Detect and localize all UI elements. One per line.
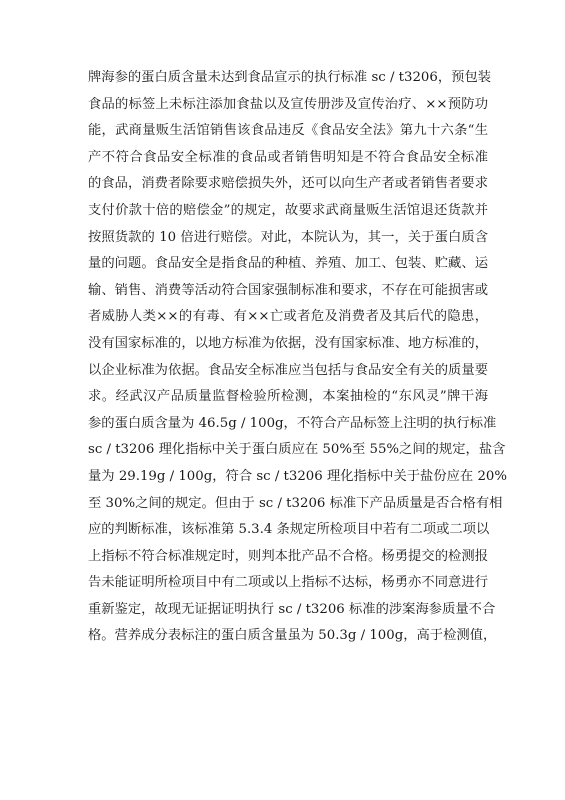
text-line: 求。经武汉产品质量监督检验所检测，本案抽检的“东风灵”牌干海 bbox=[88, 389, 488, 405]
text-line: 重新鉴定，故现无证据证明执行 sc / t3206 标准的涉案海参质量不合 bbox=[88, 601, 496, 617]
text-line: 量的问题。食品安全是指食品的种植、养殖、加工、包装、贮藏、运 bbox=[88, 256, 488, 272]
text-line: 上指标不符合标准规定时，则判本批产品不合格。杨勇提交的检测报 bbox=[88, 548, 488, 564]
text-line: 至 30%之间的规定。但由于 sc / t3206 标准下产品质量是否合格有相 bbox=[88, 495, 503, 511]
text-line: 食品的标签上未标注添加食盐以及宣传册涉及宣传治疗、××预防功 bbox=[88, 96, 488, 112]
text-line: 按照货款的 10 倍进行赔偿。对此，本院认为，其一，关于蛋白质含 bbox=[88, 229, 488, 245]
text-line: 支付价款十倍的赔偿金”的规定，故要求武商量贩生活馆退还货款并 bbox=[88, 202, 488, 218]
text-line: sc / t3206 理化指标中关于蛋白质应在 50%至 55%之间的规定，盐含 bbox=[88, 442, 506, 458]
text-line: 应的判断标准，该标准第 5.3.4 条规定所检项目中若有二项或二项以 bbox=[88, 522, 490, 538]
text-line: 者威胁人类××的有毒、有××亡或者危及消费者及其后代的隐患， bbox=[88, 309, 488, 325]
body-text bbox=[88, 65, 508, 650]
text-line: 参的蛋白质含量为 46.5g / 100g，不符合产品标签上注明的执行标准 bbox=[88, 415, 497, 431]
text-line: 量为 29.19g / 100g，符合 sc / t3206 理化指标中关于盐份应在 20% bbox=[88, 468, 508, 484]
text-line: 的食品，消费者除要求赔偿损失外，还可以向生产者或者销售者要求 bbox=[88, 176, 488, 192]
text-line: 以企业标准为依据。食品安全标准应当包括与食品安全有关的质量要 bbox=[88, 362, 488, 378]
text-line: 格。营养成分表标注的蛋白质含量虽为 50.3g / 100g，高于检测值， bbox=[88, 628, 497, 644]
text-line: 能，武商量贩生活馆销售该食品违反《食品安全法》第九十六条“生 bbox=[88, 123, 488, 139]
text-line: 没有国家标准的，以地方标准为依据，没有国家标准、地方标准的， bbox=[88, 335, 488, 351]
text-line: 告未能证明所检项目中有二项或以上指标不达标，杨勇亦不同意进行 bbox=[88, 575, 488, 591]
text-line: 产不符合食品安全标准的食品或者销售明知是不符合食品安全标准 bbox=[88, 149, 488, 165]
text-line: 牌海参的蛋白质含量未达到食品宣示的执行标准 sc / t3206，预包装 bbox=[88, 70, 492, 85]
text-line: 输、销售、消费等活动符合国家强制标准和要求，不存在可能损害或 bbox=[88, 282, 488, 298]
